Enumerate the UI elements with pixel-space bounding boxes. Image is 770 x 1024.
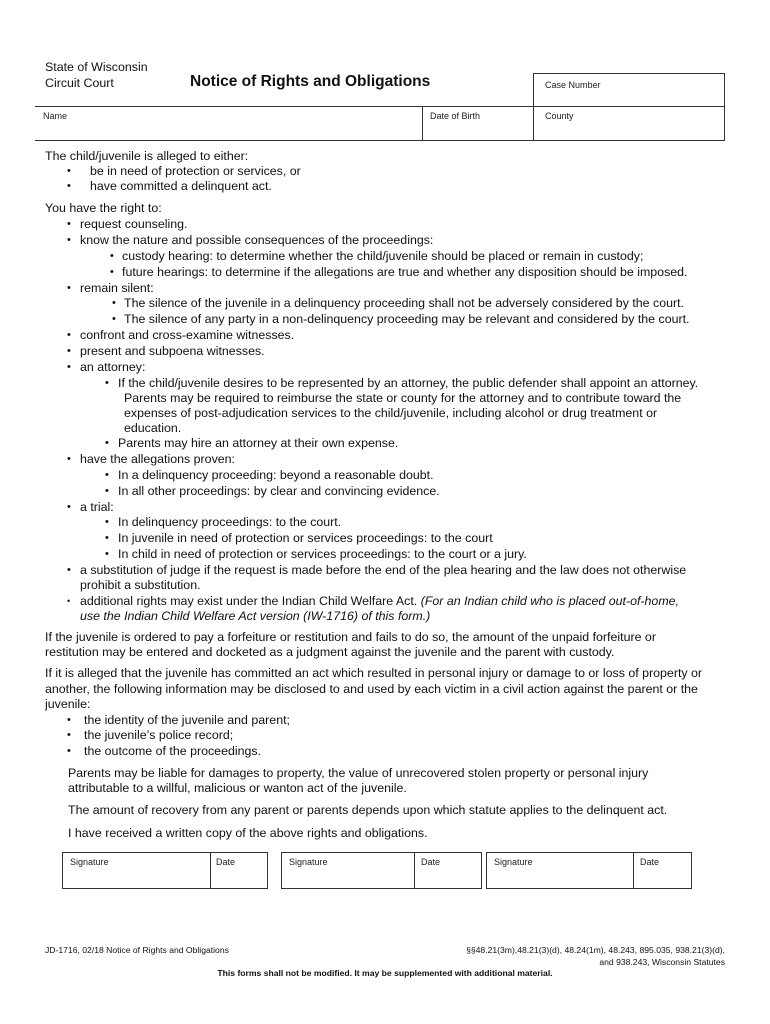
modification-notice: This forms shall not be modified. It may be supplemented with additional material. [217, 968, 553, 978]
signature-label: Signature [70, 857, 109, 867]
bullet: • [67, 745, 71, 757]
paragraph-line: The amount of recovery from any parent or parents depends upon which statute applies to the delinquent act. [68, 803, 668, 817]
bullet: • [105, 516, 109, 528]
list-item: a substitution of judge if the request is made before the end of the plea hearing and the law does not otherwise [80, 563, 687, 577]
bullet: • [105, 377, 109, 389]
identity-row [35, 106, 725, 141]
list-item: request counseling. [80, 217, 188, 231]
icwa-text: additional rights may exist under the Indian Child Welfare Act. [80, 594, 421, 608]
statutes-line-1: §§48.21(3m),48.21(3)(d), 48.24(1m), 48.243, 895.035, 938.21(3)(d), [466, 945, 725, 955]
signature-label: Signature [289, 857, 328, 867]
list-item-continued: Parents may be required to reimburse the state or county for the attorney and to contribute toward the [124, 391, 682, 405]
bullet: • [67, 596, 71, 606]
bullet: • [67, 218, 71, 230]
form-id: JD-1716, 02/18 Notice of Rights and Obligations [45, 945, 229, 955]
bullet: • [105, 469, 109, 481]
date-field[interactable] [633, 853, 692, 888]
alleged-intro: The child/juvenile is alleged to either: [45, 149, 249, 163]
paragraph-line: If it is alleged that the juvenile has committed an act which resulted in personal injury or damage to or loss of property or [45, 666, 703, 680]
bullet: • [105, 437, 109, 449]
signature-label: Signature [494, 857, 533, 867]
case-number-field[interactable] [533, 73, 725, 107]
list-item: the outcome of the proceedings. [84, 744, 262, 758]
bullet: • [67, 345, 71, 357]
bullet: • [105, 532, 109, 544]
date-of-birth-field[interactable] [422, 107, 534, 140]
icwa-note: (For an Indian child who is placed out-of-home, [420, 594, 679, 608]
bullet: • [67, 564, 71, 576]
list-item: If the child/juvenile desires to be represented by an attorney, the public defender shall appoint an attorney. [118, 376, 699, 390]
name-label: Name [43, 111, 68, 121]
bullet: • [67, 234, 71, 246]
case-number-label: Case Number [545, 80, 601, 90]
list-item: In a delinquency proceeding: beyond a reasonable doubt. [118, 468, 434, 482]
rights-intro: You have the right to: [45, 201, 162, 215]
list-item-continued: education. [124, 421, 182, 435]
bullet: • [105, 548, 109, 560]
bullet: • [67, 165, 71, 177]
list-item: know the nature and possible consequences of the proceedings: [80, 233, 434, 247]
list-item-continued: expenses of post-adjudication services to the child/juvenile, including alcohol or drug treatment or [124, 406, 658, 420]
list-item: The silence of the juvenile in a delinquency proceeding shall not be adversely considered by the court. [124, 296, 684, 310]
list-item: a trial: [80, 500, 114, 514]
bullet: • [67, 729, 71, 741]
bullet: • [67, 453, 71, 465]
list-item: the identity of the juvenile and parent; [84, 713, 290, 727]
bullet: • [67, 361, 71, 373]
paragraph-line: If the juvenile is ordered to pay a forfeiture or restitution and fails to do so, the amount of the unpaid forfeiture or [45, 630, 656, 644]
bullet: • [67, 329, 71, 341]
list-item-continued [80, 609, 430, 623]
list-item: In child in need of protection or services proceedings: to the court or a jury. [118, 547, 527, 561]
bullet: • [67, 282, 71, 294]
paragraph-line: another, the following information may be disclosed to and used by each victim in a civil action against the parent or the [45, 682, 698, 696]
paragraph-line: attributable to a willful, malicious or wanton act of the juvenile. [68, 781, 407, 795]
court-name: Circuit Court [45, 76, 114, 90]
bullet: • [110, 250, 114, 262]
list-item [80, 594, 679, 608]
acknowledgement: I have received a written copy of the above rights and obligations. [68, 826, 428, 840]
bullet: • [105, 485, 109, 497]
signature-field[interactable] [282, 853, 414, 888]
bullet: • [110, 266, 114, 278]
statutes-line-2: and 938.243, Wisconsin Statutes [599, 957, 725, 967]
signature-field[interactable] [63, 853, 210, 888]
list-item: In all other proceedings: by clear and convincing evidence. [118, 484, 440, 498]
list-item: the juvenile’s police record; [84, 728, 234, 742]
dob-label: Date of Birth [430, 111, 481, 121]
list-item: future hearings: to determine if the allegations are true and whether any disposition should be imposed. [122, 265, 688, 279]
date-label: Date [640, 857, 660, 867]
icwa-note-continued: use the Indian Child Welfare Act version (IW-1716) of this form.) [80, 609, 431, 623]
page-title: Notice of Rights and Obligations [190, 73, 431, 90]
county-label: County [545, 111, 574, 121]
date-label: Date [421, 857, 441, 867]
list-item-continued: prohibit a substitution. [80, 578, 201, 592]
state-name: State of Wisconsin [45, 60, 148, 74]
date-field[interactable] [210, 853, 268, 888]
bullet: • [67, 714, 71, 726]
list-item: present and subpoena witnesses. [80, 344, 265, 358]
paragraph-line: restitution may be entered and docketed as a judgment against the juvenile and the parent with custody. [45, 645, 615, 659]
list-item: custody hearing: to determine whether the child/juvenile should be placed or remain in custody; [122, 249, 644, 263]
signature-block-2 [281, 852, 482, 889]
list-item: confront and cross-examine witnesses. [80, 328, 295, 342]
bullet: • [67, 180, 71, 192]
list-item: Parents may hire an attorney at their own expense. [118, 436, 399, 450]
list-item: The silence of any party in a non-delinquency proceeding may be relevant and considered by the court. [124, 312, 690, 326]
county-field[interactable] [533, 107, 724, 140]
bullet: • [112, 297, 116, 309]
date-field[interactable] [414, 853, 482, 888]
list-item: be in need of protection or services, or [90, 164, 301, 178]
date-label: Date [216, 857, 236, 867]
list-item: In delinquency proceedings: to the court. [118, 515, 342, 529]
signature-field[interactable] [487, 853, 633, 888]
list-item: an attorney: [80, 360, 146, 374]
list-item: have the allegations proven: [80, 452, 235, 466]
bullet: • [67, 501, 71, 513]
list-item: have committed a delinquent act. [90, 179, 272, 193]
bullet: • [112, 313, 116, 325]
paragraph-line: Parents may be liable for damages to property, the value of unrecovered stolen property or personal injury [68, 766, 649, 780]
signature-block-1 [62, 852, 268, 889]
name-field[interactable] [35, 107, 422, 140]
paragraph-line: juvenile: [45, 697, 91, 711]
list-item: remain silent: [80, 281, 154, 295]
list-item: In juvenile in need of protection or services proceedings: to the court [118, 531, 493, 545]
signature-block-3 [486, 852, 692, 889]
